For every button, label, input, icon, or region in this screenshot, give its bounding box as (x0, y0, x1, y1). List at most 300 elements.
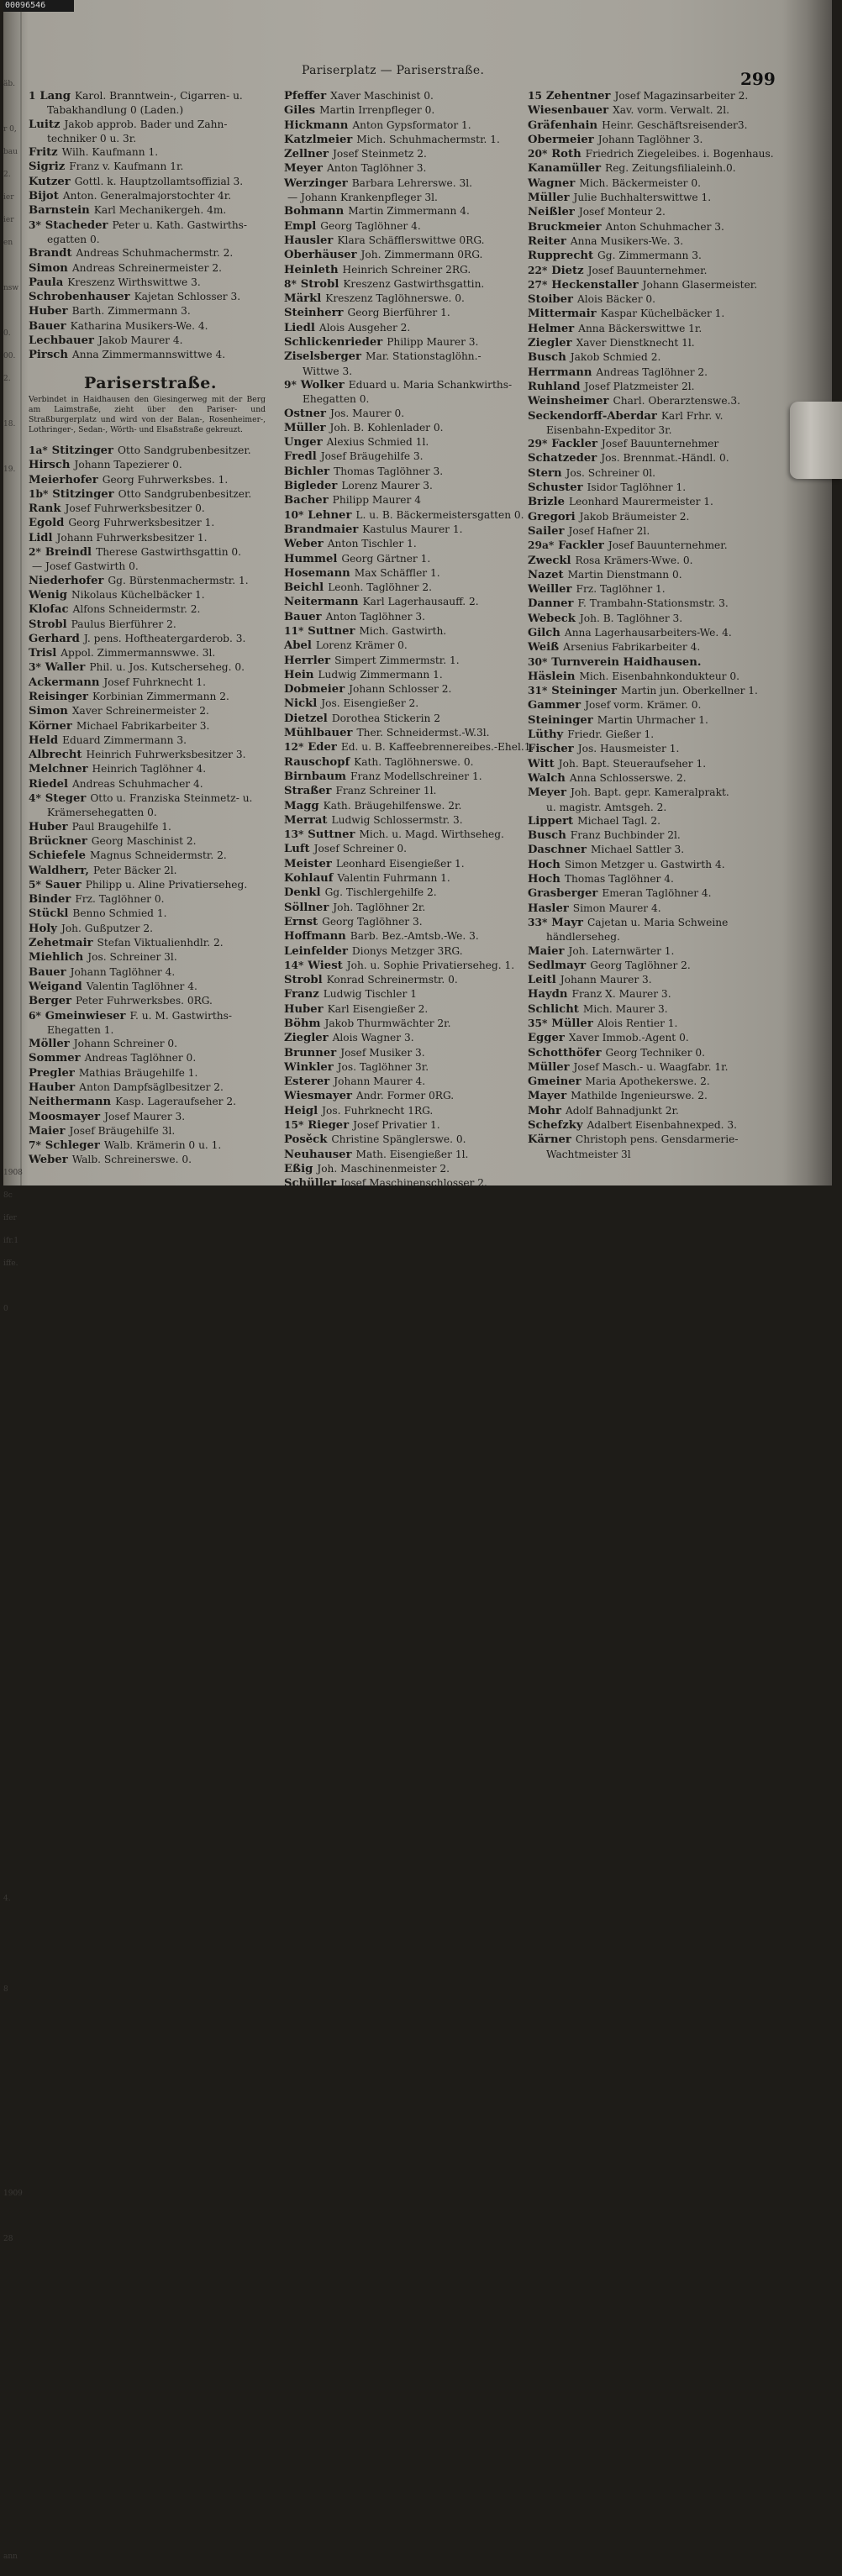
resident-details: Christoph pens. Gensdarmerie- (575, 1133, 739, 1146)
directory-entry (528, 249, 788, 263)
resident-surname: Klofac (29, 603, 69, 617)
resident-details: Joh. Laternwärter 1. (568, 944, 675, 957)
resident-details: Heinrich Fuhrwerksbesitzer 3. (86, 749, 246, 761)
directory-entry (284, 508, 524, 523)
margin-fragment (3, 1873, 22, 1895)
resident-surname: Empl (284, 219, 317, 233)
margin-fragment: en (3, 239, 13, 247)
resident-surname: Ziselsberger (284, 350, 362, 364)
margin-fragment: iffe. (3, 1259, 18, 1268)
resident-details: Josef Hafner 2l. (568, 524, 650, 537)
margin-fragment (3, 103, 22, 126)
margin-fragment: 8 (3, 1985, 8, 1994)
resident-surname: Häslein (528, 670, 576, 683)
resident-details: Joh. Maschinenmeister 2. (317, 1162, 450, 1175)
directory-entry (29, 1153, 272, 1167)
resident-details: Anton Taglöhner 3. (327, 162, 427, 175)
resident-details: Joh. B. Taglöhner 3. (579, 612, 683, 624)
directory-entry (284, 639, 521, 653)
resident-details: Johann Schreiner 0. (73, 1038, 178, 1050)
directory-entry (29, 1095, 272, 1109)
resident-details: Josef Maschinenschlosser 2. (340, 1177, 487, 1190)
resident-surname: Miehlich (29, 951, 84, 965)
margin-fragment (3, 1374, 22, 1396)
resident-details: Mich. Eisenbahnkondukteur 0. (579, 670, 740, 682)
margin-fragment (3, 2054, 22, 2077)
resident-details: Johann Taglöhner 4. (70, 965, 176, 978)
directory-entry (528, 539, 788, 553)
resident-details: L. u. B. Bäckermeistersgatten 0. (355, 508, 524, 521)
resident-surname: Müller (551, 1017, 593, 1030)
margin-fragment (3, 1351, 22, 1374)
resident-details: Georg Taglöhner 4. (320, 219, 421, 232)
resident-surname: Huber (29, 820, 68, 833)
directory-entry (284, 1089, 521, 1103)
resident-details: Joh. Gußputzer 2. (61, 922, 153, 934)
resident-surname: Suttner (308, 624, 355, 638)
resident-details: F. u. M. Gastwirths- (129, 1009, 233, 1022)
resident-surname: Busch (528, 351, 566, 365)
directory-entry (284, 392, 521, 406)
directory-entry (29, 618, 272, 632)
directory-entry (528, 597, 788, 611)
directory-entry (284, 668, 521, 682)
resident-surname: Kutzer (29, 175, 71, 188)
directory-entry (528, 307, 788, 321)
resident-surname: Bohmann (284, 205, 345, 218)
resident-surname: Bacher (284, 494, 329, 507)
margin-fragment (3, 1056, 22, 1079)
resident-details: Kastulus Maurer 1. (362, 523, 463, 535)
margin-fragment (3, 1918, 22, 1941)
directory-entry (284, 973, 521, 987)
resident-surname: Dietzel (284, 712, 328, 725)
directory-entry (528, 191, 788, 205)
resident-details: Anna Musikers-We. 3. (570, 234, 684, 247)
resident-details: J. pens. Hoftheatergarderob. 3. (83, 632, 246, 644)
house-number: 20* (528, 148, 548, 160)
resident-details: Julie Buchhalterswittwe 1. (573, 192, 712, 204)
margin-fragment (3, 1782, 22, 1805)
resident-surname: Fischer (528, 743, 574, 756)
resident-details: Josef Fuhrwerksbesitzer 0. (65, 502, 205, 515)
resident-details: Katharina Musikers-We. 4. (70, 319, 208, 332)
resident-details: Jos. Brennmat.-Händl. 0. (601, 452, 729, 465)
resident-surname: Hasler (528, 902, 569, 915)
resident-details: Andreas Taglöhner 2. (596, 365, 708, 378)
margin-fragment (3, 2440, 22, 2463)
resident-surname: Böhm (284, 1017, 321, 1030)
resident-surname: Weiß (528, 641, 560, 655)
resident-surname: Albrecht (29, 749, 82, 762)
resident-surname: Zehetmair (29, 937, 93, 950)
resident-surname: Paula (29, 276, 64, 289)
resident-surname: Huber (284, 1002, 324, 1016)
resident-surname: Seckendorff-Aberdar (528, 409, 657, 423)
directory-entry (284, 350, 521, 364)
resident-surname: Müller (528, 1060, 570, 1074)
directory-entry (528, 930, 788, 944)
directory-entry (284, 1046, 521, 1060)
resident-details: Frz. Taglöhner 1. (576, 583, 666, 596)
resident-details: Jos. Eisengießer 2. (321, 697, 419, 710)
directory-entry (528, 234, 788, 249)
directory-entry (284, 552, 521, 566)
directory-entry (284, 755, 521, 770)
directory-entry (29, 473, 272, 487)
resident-surname: Merrat (284, 813, 328, 827)
resident-surname: Ziegler (284, 1032, 329, 1045)
directory-entry (284, 1148, 521, 1162)
resident-details: Johann Maurer 4. (334, 1075, 426, 1088)
margin-fragment: 0. (3, 329, 11, 338)
margin-fragment (3, 489, 22, 512)
resident-surname: Strobl (29, 618, 67, 631)
section-title: Pariserstraße. (83, 373, 218, 392)
directory-entry (29, 1051, 272, 1065)
margin-fragment (3, 1283, 22, 1306)
resident-details: Leonhard Eisengießer 1. (335, 857, 465, 870)
directory-entry (29, 660, 272, 675)
margin-fragment (3, 1532, 22, 1555)
resident-surname: Brückner (29, 834, 87, 848)
entry-continuation: Ehegatten 0. (303, 393, 370, 406)
house-number: 12* (284, 741, 304, 754)
house-number: 5* (29, 878, 41, 891)
margin-fragment (3, 2531, 22, 2553)
margin-fragment (3, 1101, 22, 1124)
house-number: 29a* (528, 539, 555, 552)
resident-surname: Gammer (528, 699, 582, 712)
house-number: 15* (284, 1119, 304, 1132)
resident-surname: Brizle (528, 496, 565, 509)
resident-surname: Schleger (45, 1139, 100, 1153)
resident-surname: Weiller (528, 583, 572, 597)
directory-entry (528, 698, 788, 712)
resident-surname: Held (29, 733, 59, 747)
directory-entry (284, 435, 521, 449)
resident-surname: Berger (29, 995, 72, 1008)
resident-surname: Breindl (45, 546, 92, 560)
directory-entry (29, 560, 272, 573)
margin-fragment (3, 2372, 22, 2395)
directory-entry (528, 292, 788, 307)
resident-details: Otto Sandgrubenbesitzer. (118, 487, 252, 500)
directory-entry (284, 726, 521, 740)
resident-surname: Giles (284, 104, 316, 118)
resident-details: Gottl. k. Hauptzollamtsoffizial 3. (74, 175, 244, 187)
directory-entry (528, 481, 788, 495)
directory-entry (528, 161, 788, 176)
resident-details: Josef Platzmeister 2l. (584, 380, 695, 392)
resident-surname: Mühlbauer (284, 727, 353, 740)
resident-details: Adalbert Eisenbahnexped. 3. (587, 1119, 738, 1132)
resident-details: Johann Fuhrwerksbesitzer 1. (56, 531, 208, 544)
margin-fragment (3, 444, 22, 466)
resident-surname: Bruckmeier (528, 220, 602, 234)
resident-surname: Hein (284, 668, 314, 681)
directory-entry (284, 697, 521, 711)
directory-entry (528, 1133, 788, 1147)
house-number: 10* (284, 508, 304, 521)
margin-fragment (3, 2281, 22, 2304)
resident-details: Michael Tagl. 2. (577, 814, 660, 827)
directory-column-1 (29, 89, 272, 1168)
directory-entry (528, 944, 788, 959)
margin-fragment (3, 807, 22, 829)
directory-entry (528, 451, 788, 465)
resident-surname: Stern (528, 466, 562, 480)
directory-entry (528, 902, 788, 916)
resident-surname: Schüller (284, 1177, 337, 1191)
resident-surname: Beichl (284, 581, 324, 595)
resident-details: Jos. Schreiner 3l. (87, 951, 177, 964)
resident-details: Karl Lagerhausauff. 2. (362, 596, 479, 608)
resident-details: Georg Gärtner 1. (341, 552, 431, 565)
margin-fragment: bau (3, 148, 18, 156)
resident-details: Simon Maurer 4. (572, 902, 661, 914)
resident-details: Barth. Zimmermann 3. (71, 305, 191, 318)
resident-surname: Daschner (528, 844, 587, 857)
margin-fragment (3, 784, 22, 807)
margin-fragment (3, 2122, 22, 2145)
page-number: 299 (740, 69, 776, 89)
resident-details: Franz Modellschreiner 1. (350, 770, 482, 782)
resident-surname: Schefzky (528, 1119, 583, 1133)
resident-details: Heinr. Geschäftsreisender3. (602, 118, 748, 131)
resident-surname: Steinherr (284, 307, 344, 320)
margin-fragment (3, 2077, 22, 2100)
directory-entry (284, 682, 521, 697)
directory-entry (29, 304, 272, 318)
directory-entry (284, 944, 521, 959)
resident-surname: Bichler (284, 465, 330, 478)
resident-surname: Fredl (284, 450, 317, 464)
resident-details: Paulus Bierführer 2. (71, 618, 176, 630)
margin-fragment: 1909 (3, 2190, 23, 2198)
directory-entry (528, 973, 788, 987)
directory-entry (528, 916, 788, 930)
resident-details: Georg Taglöhner 2. (590, 959, 691, 971)
directory-entry (528, 336, 788, 350)
house-number: 8* (284, 277, 297, 290)
resident-surname: Rupprecht (528, 250, 594, 263)
resident-surname: Pfeffer (284, 90, 327, 103)
resident-details: Martin Zimmermann 4. (348, 205, 470, 218)
resident-surname: Trisl (29, 647, 57, 660)
directory-entry (29, 276, 272, 290)
directory-entry (284, 929, 521, 944)
resident-surname: Hoch (528, 858, 560, 871)
resident-surname: Gräfenhain (528, 118, 598, 132)
margin-fragment: ann (3, 2552, 18, 2561)
resident-surname: Waldherr, (29, 864, 89, 877)
directory-entry (29, 574, 272, 588)
entry-continuation: händlerseheg. (546, 931, 620, 944)
resident-details: Georg Fuhrwerksbes. 1. (102, 473, 229, 486)
margin-fragment: 1908 (3, 1169, 23, 1177)
resident-details: Joh. B. Kohlenlader 0. (329, 421, 444, 434)
directory-entry (284, 610, 521, 624)
directory-entry (284, 1075, 521, 1089)
resident-details: Wilh. Kaufmann 1. (61, 146, 159, 159)
resident-details: Martin Dienstmann 0. (567, 568, 682, 581)
resident-details: Walb. Krämerin 0 u. 1. (103, 1139, 222, 1152)
resident-details: Thomas Taglöhner 4. (564, 873, 674, 886)
margin-fragment: äb. (3, 80, 15, 88)
margin-fragment (3, 829, 22, 852)
directory-entry (29, 444, 272, 458)
resident-details: Dionys Metzger 3RG. (351, 944, 463, 957)
directory-entry (528, 322, 788, 336)
margin-fragment (3, 693, 22, 716)
directory-entry (284, 566, 521, 581)
resident-surname: Eßig (284, 1162, 313, 1175)
resident-surname: Niederhofer (29, 574, 104, 587)
directory-entry (284, 842, 521, 856)
resident-surname: Stoiber (528, 293, 573, 307)
directory-entry (528, 828, 788, 843)
directory-entry (29, 103, 272, 117)
resident-surname: Melchner (29, 763, 88, 776)
resident-surname: Weinsheimer (528, 395, 609, 408)
resident-surname: Stitzinger (52, 487, 114, 501)
directory-entry (284, 581, 521, 595)
margin-fragment (3, 1147, 22, 1170)
resident-details: Philipp Maurer 4 (332, 494, 421, 507)
resident-surname: Fackler (558, 539, 604, 553)
resident-details: Walb. Schreinerswe. 0. (71, 1154, 192, 1166)
resident-surname: Birnbaum (284, 770, 346, 783)
resident-details: Math. Eisengießer 1l. (355, 1148, 469, 1160)
resident-surname: Pregler (29, 1066, 75, 1080)
house-number: 9* (284, 378, 297, 391)
resident-details: Mich. Bäckermeister 0. (579, 176, 701, 189)
directory-entry (528, 1060, 788, 1075)
directory-entry (284, 740, 534, 754)
resident-surname: Franz (284, 988, 319, 1001)
resident-surname: Heckenstaller (551, 278, 639, 292)
margin-fragment: 28 (3, 2235, 13, 2243)
resident-surname: Schiefele (29, 849, 87, 863)
resident-details: Emeran Taglöhner 4. (602, 887, 712, 900)
directory-entry (29, 1037, 272, 1051)
resident-surname: Sedlmayr (528, 959, 587, 972)
house-number: 3* (29, 661, 41, 674)
resident-surname: Kärner (528, 1133, 571, 1147)
resident-details: Cajetan u. Maria Schweine (587, 916, 729, 928)
resident-surname: Witt (528, 757, 555, 770)
directory-entry (29, 965, 272, 980)
directory-entry (528, 872, 788, 886)
margin-fragment (3, 965, 22, 988)
directory-entry (29, 160, 272, 174)
resident-surname: Schuster (528, 481, 583, 495)
resident-surname: Turnverein Haidhausen. (551, 655, 702, 669)
margin-fragment (3, 308, 22, 330)
resident-details: Kreszenz Wirthswittwe 3. (67, 276, 201, 288)
resident-surname: Eder (308, 741, 337, 754)
margin-fragment (3, 2417, 22, 2440)
resident-details: Mar. Stationstaglöhn.- (366, 350, 482, 363)
resident-surname: Müller (284, 421, 326, 434)
directory-entry (29, 834, 272, 849)
resident-surname: Egger (528, 1032, 565, 1045)
margin-fragment: 18. (3, 420, 16, 428)
directory-entry (284, 292, 521, 306)
resident-details: Adolf Bahnadjunkt 2r. (565, 1104, 679, 1117)
resident-surname: Herrler (284, 654, 331, 667)
resident-surname: Sauer (45, 878, 82, 891)
house-number: 1 (29, 90, 36, 102)
resident-details: Josef Privatier 1. (353, 1119, 440, 1132)
margin-fragment (3, 1646, 22, 1669)
resident-surname: Stückl (29, 907, 69, 921)
resident-surname: Bauer (29, 319, 66, 333)
resident-surname: Rauschopf (284, 755, 350, 769)
margin-fragment (3, 580, 22, 602)
resident-details: Konrad Schreinermstr. 0. (326, 974, 458, 986)
directory-entry (29, 1080, 272, 1095)
entry-continuation: Tabakhandlung 0 (Laden.) (47, 104, 184, 117)
resident-details: Paul Braugehilfe 1. (71, 820, 171, 833)
directory-entry (29, 922, 272, 936)
directory-entry (528, 524, 788, 539)
directory-entry (29, 175, 272, 189)
margin-fragment (3, 2009, 22, 2032)
resident-details: Otto Sandgrubenbesitzer. (118, 444, 251, 456)
resident-surname: Weigand (29, 980, 82, 993)
resident-details: Ludwig Zimmermann 1. (318, 668, 443, 681)
margin-fragment (3, 2395, 22, 2417)
resident-details: Jakob Bräumeister 2. (579, 510, 690, 523)
resident-surname: Wagner (528, 176, 576, 190)
margin-fragment (3, 1396, 22, 1419)
resident-surname: Ziegler (528, 337, 572, 350)
pariserplatz-entries (29, 89, 272, 363)
resident-details: Ludwig Tischler 1 (323, 988, 417, 1001)
directory-entry (29, 994, 272, 1008)
resident-surname: Gilch (528, 626, 560, 639)
directory-entry (29, 246, 272, 260)
house-number: 35* (528, 1017, 548, 1029)
directory-entry (284, 277, 521, 292)
resident-details: Mich. Maurer 3. (582, 1002, 668, 1015)
index-tab (790, 402, 842, 479)
margin-fragment (3, 988, 22, 1011)
directory-entry (284, 147, 521, 161)
directory-entry (29, 118, 272, 132)
resident-details: Thomas Taglöhner 3. (334, 465, 444, 477)
directory-entry (284, 828, 521, 842)
directory-entry (29, 907, 272, 921)
directory-entry (29, 218, 272, 233)
resident-surname: Meister (284, 857, 332, 870)
directory-entry (528, 437, 788, 451)
margin-fragment (3, 1737, 22, 1759)
directory-entry (284, 1002, 521, 1017)
directory-entry (528, 466, 788, 481)
resident-surname: Sailer (528, 524, 565, 538)
resident-details: Xav. vorm. Verwalt. 2l. (613, 104, 730, 117)
directory-entry (284, 133, 521, 147)
resident-details: F. Trambahn-Stationsmstr. 3. (577, 597, 729, 610)
scan-id-label: 00096546 (3, 0, 74, 12)
section-note: Verbindet in Haidhausen den Giesingerweg mit der Berg am Laimstraße, zieht über den Pariser- und Straßburgerplatz und wird von der Balan-, Rosenheimer-, Lothringer-, Sedan-, Wörth- und Elsaßstraße gekreuzt. (29, 394, 266, 434)
directory-entry (284, 1162, 521, 1176)
directory-entry (284, 901, 521, 915)
margin-fragment (3, 875, 22, 897)
